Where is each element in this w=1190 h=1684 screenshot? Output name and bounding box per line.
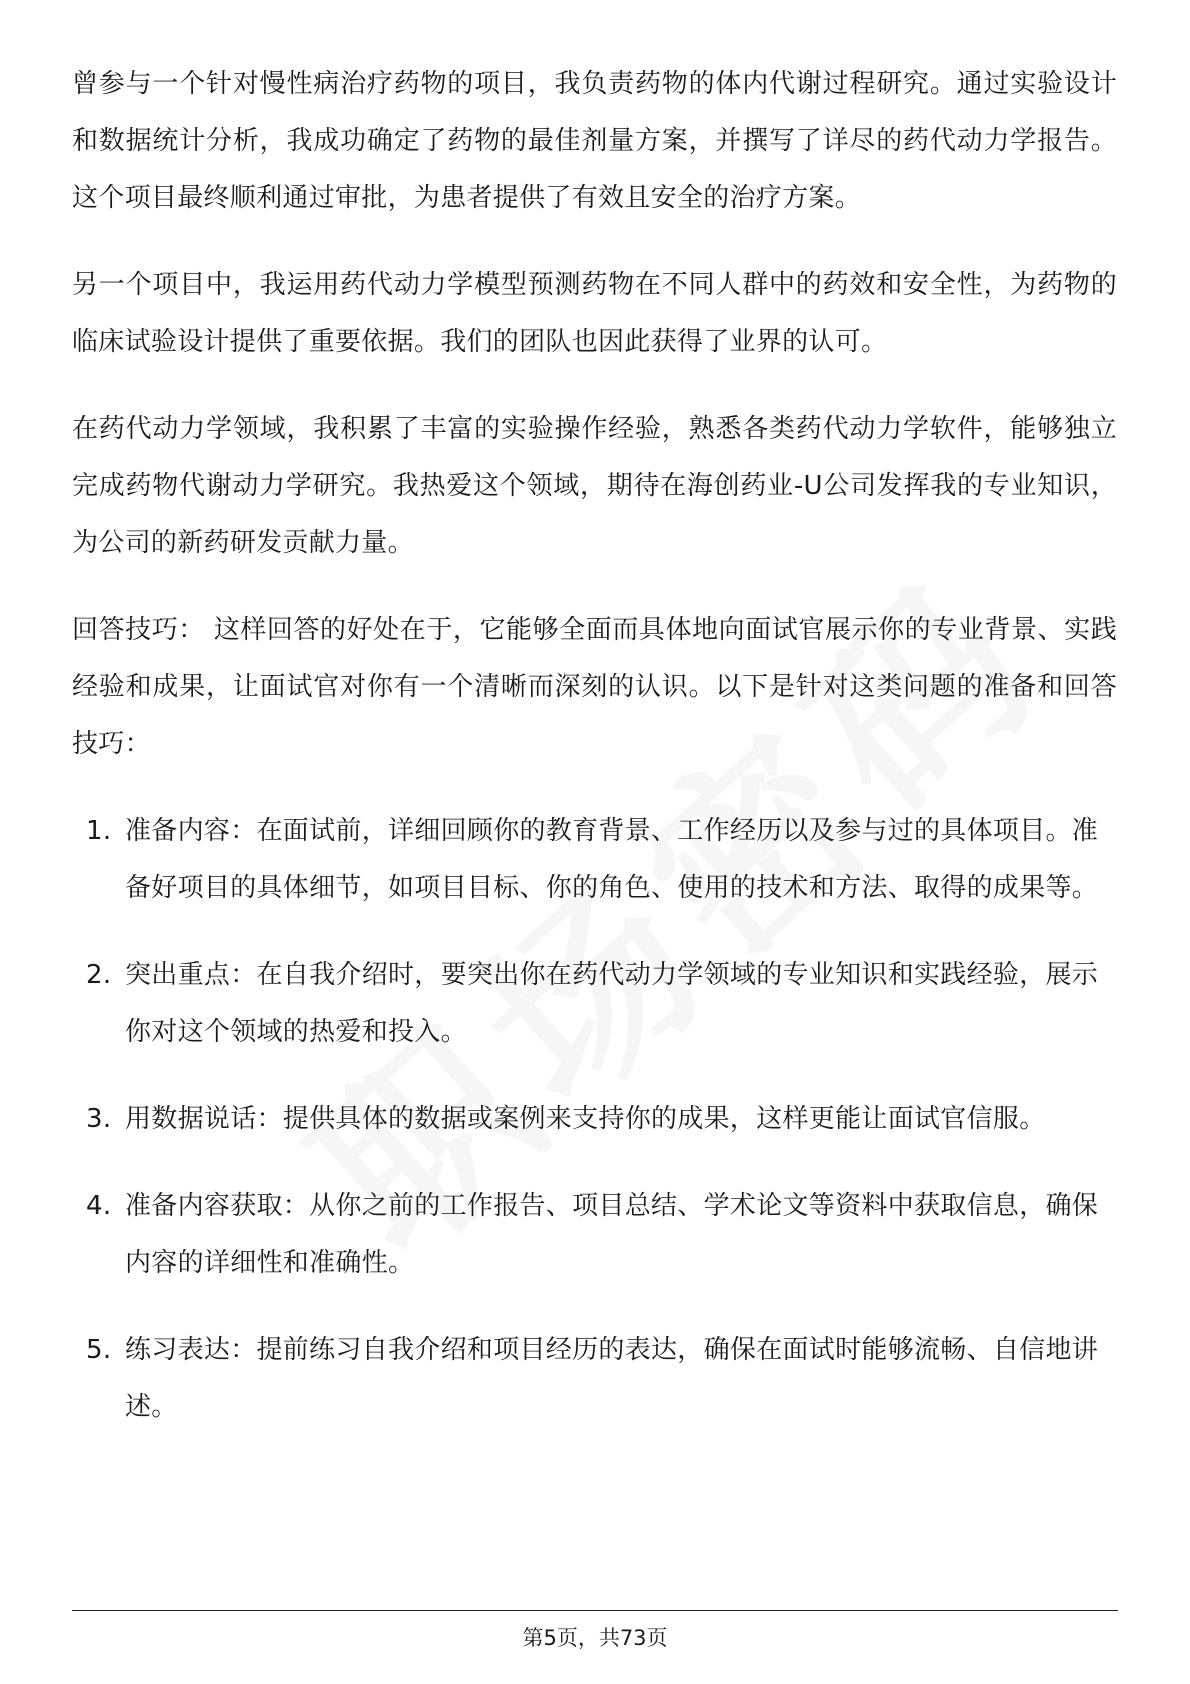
tips-list: [72, 803, 1117, 1436]
body-paragraph: 另一个项目中，我运用药代动力学模型预测药物在不同人群中的药效和安全性，为药物的临床试验设计提供了重要依据。我们的团队也因此获得了业界的认可。: [72, 270, 1117, 357]
page-number: 第5页，共73页: [522, 1626, 668, 1650]
list-item: [72, 1322, 1117, 1436]
list-item-number: 5.: [86, 1335, 112, 1365]
list-item-text: 用数据说话：提供具体的数据或案例来支持你的成果，这样更能让面试官信服。: [125, 1104, 1046, 1134]
list-item: [72, 947, 1117, 1061]
list-item-text: 准备内容获取：从你之前的工作报告、项目总结、学术论文等资料中获取信息，确保内容的详细性和准确性。: [125, 1191, 1099, 1278]
list-item-number: 3.: [86, 1104, 112, 1134]
list-item: [72, 803, 1117, 917]
body-paragraph: 在药代动力学领域，我积累了丰富的实验操作经验，熟悉各类药代动力学软件，能够独立完成药物代谢动力学研究。我热爱这个领域，期待在海创药业-U公司发挥我的专业知识，为公司的新药研发贡献力量。: [72, 414, 1117, 558]
list-item-text: 突出重点：在自我介绍时，要突出你在药代动力学领域的专业知识和实践经验，展示你对这个领域的热爱和投入。: [125, 960, 1099, 1047]
list-item-text: 准备内容：在面试前，详细回顾你的教育背景、工作经历以及参与过的具体项目。准备好项目的具体细节，如项目目标、你的角色、使用的技术和方法、取得的成果等。: [125, 816, 1099, 903]
answer-tips-paragraph: 回答技巧： 这样回答的好处在于，它能够全面而具体地向面试官展示你的专业背景、实践经验和成果，让面试官对你有一个清晰而深刻的认识。以下是针对这类问题的准备和回答技巧：: [72, 615, 1117, 759]
list-item: [72, 1091, 1117, 1148]
list-item: [72, 1178, 1117, 1292]
list-item-text: 练习表达：提前练习自我介绍和项目经历的表达，确保在面试时能够流畅、自信地讲述。: [125, 1335, 1099, 1422]
document-body: [72, 56, 1117, 1466]
list-item-number: 1.: [86, 816, 112, 846]
body-paragraph: 曾参与一个针对慢性病治疗药物的项目，我负责药物的体内代谢过程研究。通过实验设计和数据统计分析，我成功确定了药物的最佳剂量方案，并撰写了详尽的药代动力学报告。这个项目最终顺利通过审批，为患者提供了有效且安全的治疗方案。: [72, 69, 1117, 213]
list-item-number: 4.: [86, 1191, 112, 1221]
list-item-number: 2.: [86, 960, 112, 990]
footer-divider: [72, 1610, 1118, 1611]
